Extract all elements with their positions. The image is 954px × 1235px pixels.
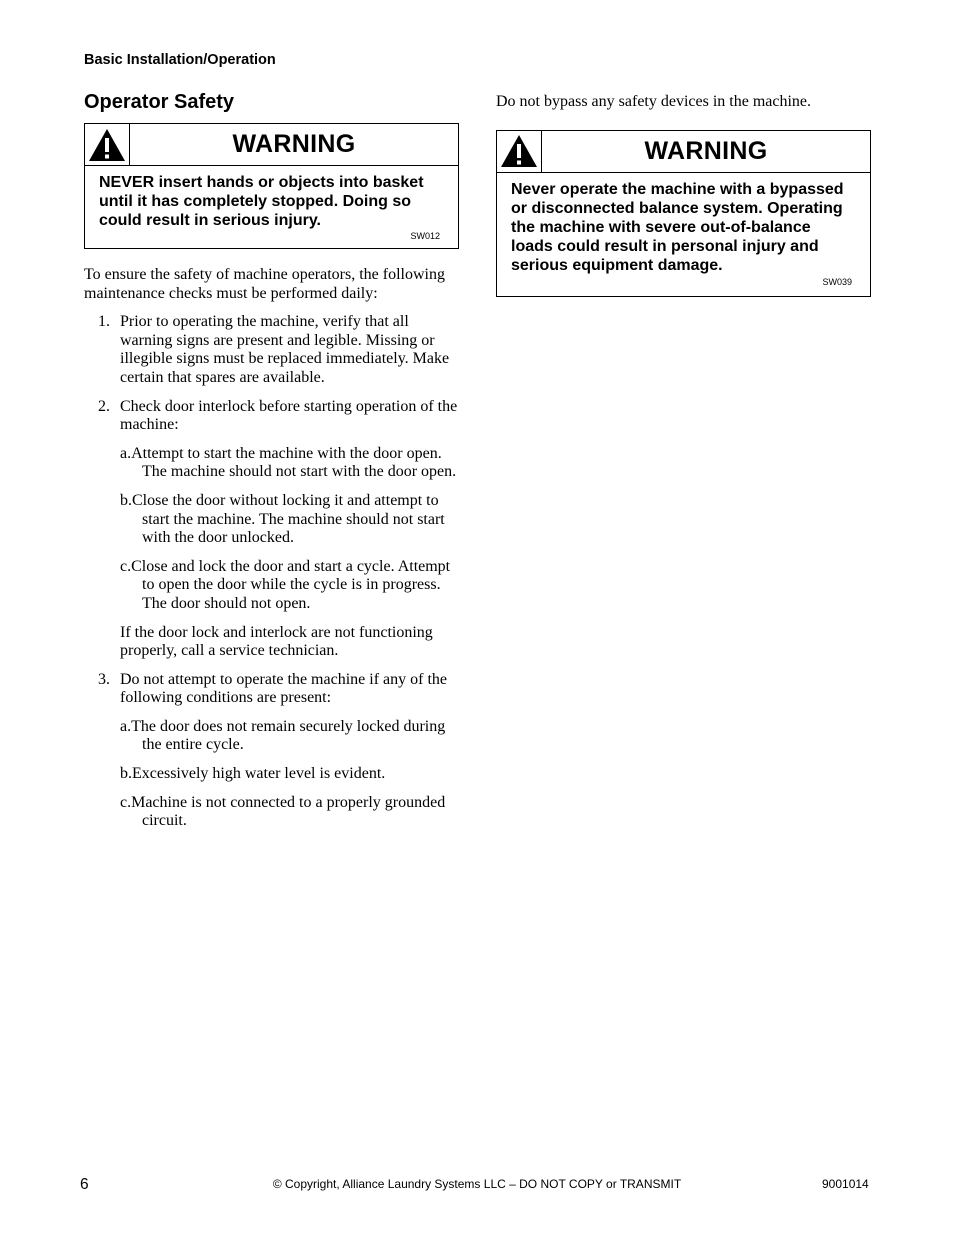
sub-item-3c: c.Machine is not connected to a properly grounded circuit. [120,793,446,830]
warning-text: Never operate the machine with a bypassed or disconnected balance system. Operating the machine with severe out-of-balance loads could result in personal injury and serious equipment damage. [511,180,844,274]
running-header: Basic Installation/Operation [84,52,276,68]
section-title: Operator Safety [84,91,235,113]
list-item-1 [84,313,459,387]
list-item-3 [84,671,459,708]
warning-box-sw012 [84,123,459,249]
page-number: 6 [80,1176,89,1193]
document-number: 9001014 [822,1177,869,1191]
list-item-text: Check door interlock before starting operation of the machine: [120,397,458,434]
list-number: 1. [98,313,110,331]
warning-header [497,131,870,173]
warning-header [85,124,458,166]
sub-item-2c: c.Close and lock the door and start a cycle. Attempt to open the door while the cycle is in progress. The door should not open. [120,557,451,612]
sub-item-2b: b.Close the door without locking it and attempt to start the machine. The machine should not start with the door unlocked. [120,491,445,547]
warning-title: WARNING [232,130,356,158]
list-item-text: Prior to operating the machine, verify that all warning signs are present and legible. Missing or illegible signs must be replaced immediately. Make certain that spares are available. [120,313,450,386]
warning-triangle-icon [500,134,538,168]
sub-item-3a: a.The door does not remain securely locked during the entire cycle. [120,717,446,754]
intro-paragraph: To ensure the safety of machine operators, the following maintenance checks must be performed daily: [84,266,445,302]
left-column [84,90,459,831]
sub-item-3b: b.Excessively high water level is evident. [120,765,386,783]
warning-triangle-icon [88,128,126,162]
warning-text: NEVER insert hands or objects into basket until it has completely stopped. Doing so could result in serious injury. [99,174,424,229]
right-column [496,93,871,297]
list-item-2 [84,398,459,435]
warning-icon-cell [497,131,542,172]
warning-icon-cell [85,124,130,165]
warning-code: SW012 [410,231,440,241]
warning-body [497,173,870,296]
copyright-notice: © Copyright, Alliance Laundry Systems LLC – DO NOT COPY or TRANSMIT [272,1177,682,1191]
warning-box-sw039 [496,130,871,297]
bypass-paragraph: Do not bypass any safety devices in the machine. [496,93,812,110]
warning-body [85,166,458,248]
warning-code: SW039 [822,276,852,287]
list-item-text: Do not attempt to operate the machine if any of the following conditions are present: [120,670,447,707]
warning-title: WARNING [644,136,768,165]
list-number: 3. [98,670,110,688]
interlock-note: If the door lock and interlock are not functioning properly, call a service technician. [120,623,433,660]
list-number: 2. [98,397,110,415]
sub-item-2a: a.Attempt to start the machine with the door open. The machine should not start with the door open. [120,444,457,481]
